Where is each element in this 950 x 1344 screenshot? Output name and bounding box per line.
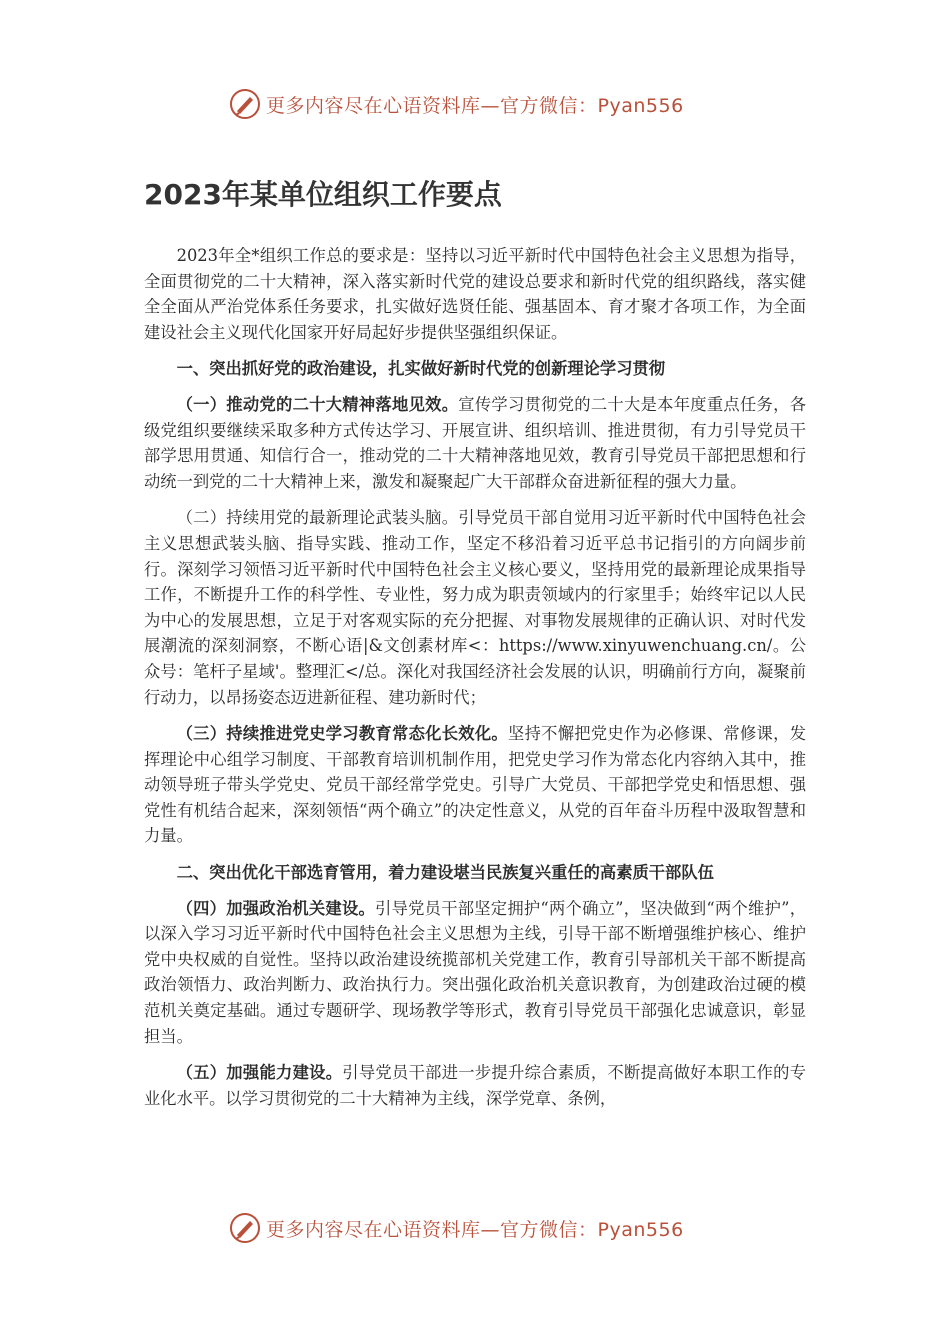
paragraph-item-4 bbox=[144, 896, 806, 1050]
header-watermark-banner bbox=[228, 84, 684, 124]
paragraph-text: 坚持不懈把党史作为必修课、常修课，发挥理论中心组学习制度、干部教育培训机制作用，把党史学习作为常态化内容纳入其中，推动领导班子带头学党史、党员干部经常学党史。引导广大党员、干部把学党史和悟思想、强党性有机结合起来，深刻领悟“两个确立”的决定性意义，从党的百年奋斗历程中汲取智慧和力量。 bbox=[144, 724, 806, 846]
watermark-text: 更多内容尽在心语资料库—官方微信：Pyan556 bbox=[266, 1218, 684, 1241]
document-title: 2023年某单位组织工作要点 bbox=[144, 178, 502, 211]
paragraph-lead: （四）加强政治机关建设。 bbox=[176, 898, 376, 918]
writing-hand-logo-icon bbox=[228, 1211, 262, 1245]
intro-paragraph bbox=[144, 243, 806, 345]
paragraph-lead: （三）持续推进党史学习教育常态化长效化。 bbox=[176, 724, 508, 744]
footer-watermark-banner bbox=[228, 1208, 684, 1248]
paragraph-item-1 bbox=[144, 392, 806, 494]
paragraph-lead: （一）推动党的二十大精神落地见效。 bbox=[176, 394, 459, 414]
paragraph-item-2 bbox=[144, 505, 806, 710]
watermark-text: 更多内容尽在心语资料库—官方微信：Pyan556 bbox=[266, 94, 684, 117]
paragraph-text: 引导党员干部坚定拥护“两个确立”，坚决做到“两个维护”，以深入学习习近平新时代中国特色社会主义思想为主线，引导干部不断增强维护核心、维护党中央权威的自觉性。坚持以政治建设统揽部机关党建工作，教育引导部机关干部不断提高政治领悟力、政治判断力、政治执行力。突出强化政治机关意识教育，为创建政治过硬的模范机关奠定基础。通过专题研学、现场教学等形式，教育引导党员干部强化忠诚意识，彰显担当。 bbox=[144, 898, 806, 1046]
paragraph-text: 2023年全*组织工作总的要求是：坚持以习近平新时代中国特色社会主义思想为指导，全面贯彻党的二十大精神，深入落实新时代党的建设总要求和新时代党的组织路线，落实健全全面从严治党体系任务要求，扎实做好选贤任能、强基固本、育才聚才各项工作，为全面建设社会主义现代化国家开好局起好步提供坚强组织保证。 bbox=[144, 246, 806, 342]
paragraph-text: （二）持续用党的最新理论武装头脑。引导党员干部自觉用习近平新时代中国特色社会主义思想武装头脑、指导实践、推动工作，坚定不移沿着习近平总书记指引的方向阔步前行。深刻学习领悟习近平新时代中国特色社会主义核心要义，坚持用党的最新理论成果指导工作，不断提升工作的科学性、专业性，努力成为职责领域内的行家里手；始终牢记以人民为中心的发展思想，立足于对客观实际的充分把握、对事物发展规律的正确认识、对时代发展潮流的深刻洞察，不断心语|&文创素材库<：https://www.xinyuwenchuang.cn/。公众号：笔杆子星域'。整理汇</总。深化对我国经济社会发展的认识，明确前行方向，凝聚前行动力，以昂扬姿态迈进新征程、建功新时代； bbox=[144, 508, 806, 707]
document-body bbox=[144, 175, 806, 1122]
paragraph-text: 宣传学习贯彻党的二十大是本年度重点任务，各级党组织要继续采取多种方式传达学习、开展宣讲、组织培训、推进贯彻，有力引导党员干部学思用贯通、知信行合一，推动党的二十大精神落地见效，教育引导党员干部把思想和行动统一到党的二十大精神上来，激发和凝聚起广大干部群众奋进新征程的强大力量。 bbox=[144, 394, 806, 491]
writing-hand-logo-icon bbox=[228, 87, 262, 121]
paragraph-text: 引导党员干部进一步提升综合素质，不断提高做好本职工作的专业化水平。以学习贯彻党的二十大精神为主线，深学党章、条例， bbox=[144, 1063, 806, 1108]
section-heading-1: 一、突出抓好党的政治建设，扎实做好新时代党的创新理论学习贯彻 bbox=[176, 359, 666, 379]
paragraph-item-5 bbox=[144, 1060, 806, 1111]
paragraph-item-3 bbox=[144, 721, 806, 849]
section-heading-2: 二、突出优化干部选育管用，着力建设堪当民族复兴重任的高素质干部队伍 bbox=[176, 863, 714, 883]
paragraph-lead: （五）加强能力建设。 bbox=[176, 1063, 343, 1083]
